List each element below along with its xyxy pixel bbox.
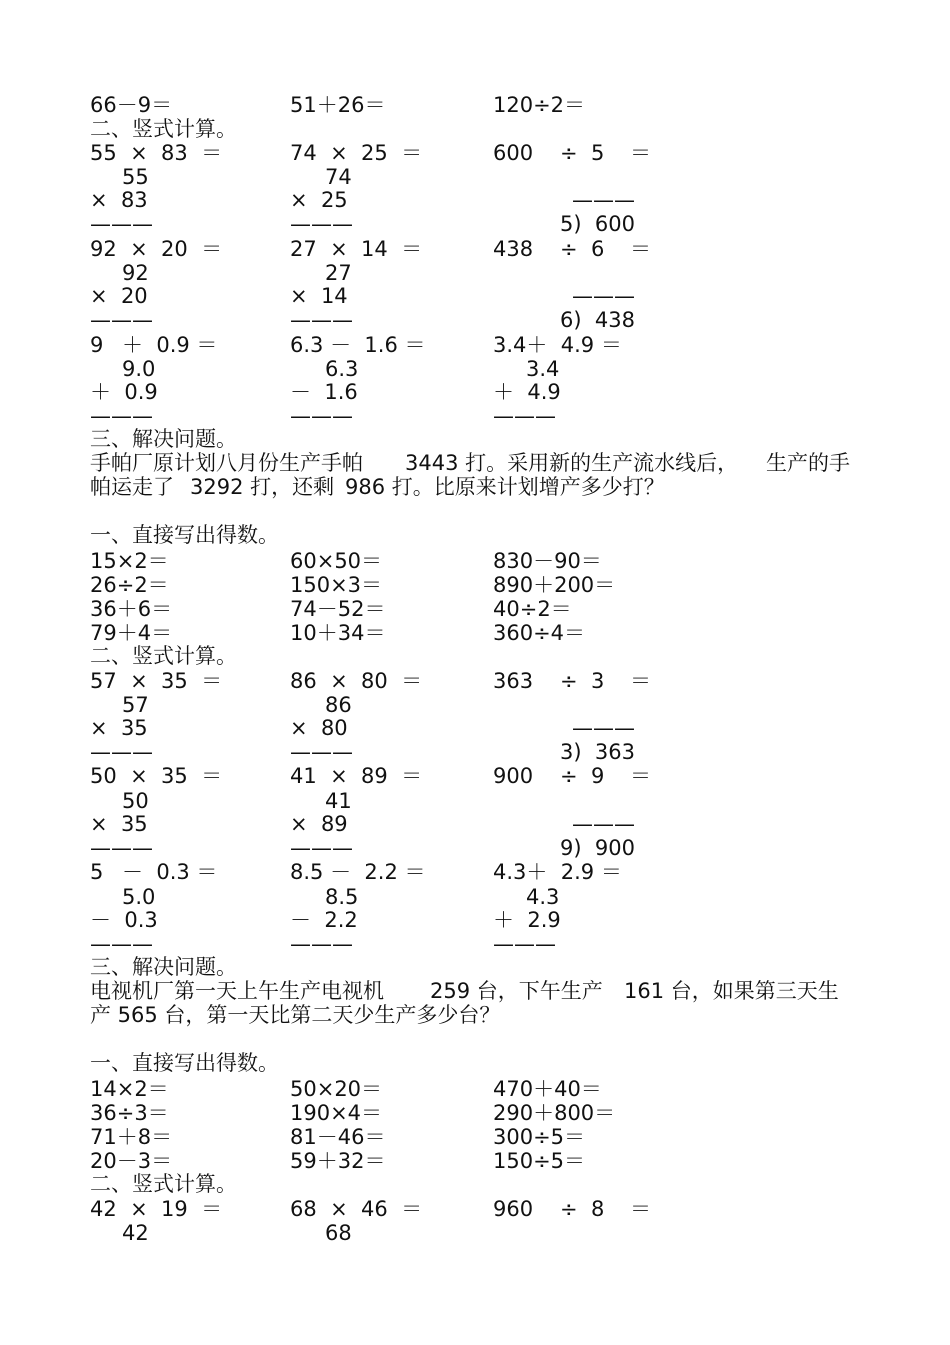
worksheet-text: 150÷5＝: [493, 1149, 586, 1173]
worksheet-text: 20－3＝: [90, 1149, 173, 1173]
worksheet-text: ———: [290, 932, 353, 956]
worksheet-text: 50: [122, 789, 149, 813]
worksheet-text: ＝: [630, 764, 651, 788]
worksheet-text: 4.3: [526, 885, 560, 909]
worksheet-text: ———: [572, 188, 635, 212]
worksheet-text: 74 × 25 ＝: [290, 141, 423, 165]
worksheet-text: 79＋4＝: [90, 621, 173, 645]
worksheet-text: 92: [122, 261, 149, 285]
worksheet-text: ＝: [630, 237, 651, 261]
worksheet-text: ÷ 6: [560, 237, 605, 261]
worksheet-text: 6.3 － 1.6 ＝: [290, 333, 426, 357]
worksheet-text: ———: [290, 212, 353, 236]
worksheet-text: ———: [290, 836, 353, 860]
worksheet-text: ＝: [630, 1197, 651, 1221]
worksheet-text: 产 565 台，第一天比第二天少生产多少台？: [90, 1003, 501, 1027]
worksheet-text: 10＋34＝: [290, 621, 386, 645]
worksheet-text: ＋ 0.9: [90, 380, 158, 404]
worksheet-text: 60×50＝: [290, 549, 383, 573]
worksheet-text: ———: [572, 716, 635, 740]
worksheet-text: 三、解决问题。: [90, 955, 237, 979]
worksheet-text: 14×2＝: [90, 1077, 169, 1101]
worksheet-text: ＝: [630, 669, 651, 693]
worksheet-text: － 2.2: [290, 908, 358, 932]
worksheet-text: × 83: [90, 188, 148, 212]
worksheet-text: ———: [290, 308, 353, 332]
worksheet-text: 27: [325, 261, 352, 285]
worksheet-text: 3) 363: [560, 740, 635, 764]
worksheet-text: 40÷2＝: [493, 597, 572, 621]
worksheet-text: 二、竖式计算。: [90, 117, 237, 141]
worksheet-text: 5.0: [122, 885, 156, 909]
worksheet-text: 9) 900: [560, 836, 635, 860]
worksheet-text: 36＋6＝: [90, 597, 173, 621]
worksheet-text: 51＋26＝: [290, 93, 386, 117]
worksheet-text: 50 × 35 ＝: [90, 764, 223, 788]
worksheet-text: × 25: [290, 188, 348, 212]
worksheet-text: ———: [90, 740, 153, 764]
worksheet-text: ———: [90, 212, 153, 236]
worksheet-text: 890＋200＝: [493, 573, 616, 597]
worksheet-text: 161 台，如果第三天生: [624, 979, 839, 1003]
worksheet-text: 手帕厂原计划八月份生产手帕: [90, 451, 363, 475]
worksheet-text: 59＋32＝: [290, 1149, 386, 1173]
worksheet-text: 300÷5＝: [493, 1125, 586, 1149]
worksheet-text: 4.3＋ 2.9 ＝: [493, 860, 622, 884]
worksheet-text: 259 台，下午生产: [430, 979, 603, 1003]
worksheet-text: 生产的手: [766, 451, 850, 475]
worksheet-text: ＋ 2.9: [493, 908, 561, 932]
worksheet-text: － 0.3 ＝: [122, 860, 218, 884]
worksheet-text: 360÷4＝: [493, 621, 586, 645]
worksheet-text: 986 打。比原来计划增产多少打？: [345, 475, 665, 499]
worksheet-text: 830－90＝: [493, 549, 602, 573]
worksheet-text: 3292 打，还剩: [190, 475, 335, 499]
worksheet-text: 960: [493, 1197, 534, 1221]
worksheet-text: ———: [290, 404, 353, 428]
worksheet-text: 二、竖式计算。: [90, 1172, 237, 1196]
worksheet-text: ———: [493, 932, 556, 956]
worksheet-text: × 89: [290, 812, 348, 836]
worksheet-text: 190×4＝: [290, 1101, 383, 1125]
worksheet-text: 一、直接写出得数。: [90, 523, 279, 547]
worksheet-text: ———: [572, 812, 635, 836]
worksheet-text: 三、解决问题。: [90, 427, 237, 451]
worksheet-text: 二、竖式计算。: [90, 644, 237, 668]
worksheet-text: 120÷2＝: [493, 93, 586, 117]
worksheet-text: ÷ 8: [560, 1197, 605, 1221]
worksheet-text: 150×3＝: [290, 573, 383, 597]
worksheet-text: ÷ 5: [560, 141, 605, 165]
worksheet-text: 86 × 80 ＝: [290, 669, 423, 693]
worksheet-text: ———: [493, 404, 556, 428]
worksheet-text: 一、直接写出得数。: [90, 1051, 279, 1075]
worksheet-text: 41: [325, 789, 352, 813]
worksheet-text: 55 × 83 ＝: [90, 141, 223, 165]
worksheet-text: 290＋800＝: [493, 1101, 616, 1125]
worksheet-text: ÷ 9: [560, 764, 605, 788]
worksheet-text: 66－9＝: [90, 93, 173, 117]
worksheet-text: ＋ 0.9 ＝: [122, 333, 218, 357]
worksheet-text: 42 × 19 ＝: [90, 1197, 223, 1221]
worksheet-text: ＋ 4.9: [493, 380, 561, 404]
worksheet-text: × 14: [290, 284, 348, 308]
worksheet-text: ———: [90, 836, 153, 860]
worksheet-text: ———: [90, 308, 153, 332]
worksheet-text: 26÷2＝: [90, 573, 169, 597]
worksheet-text: × 35: [90, 812, 148, 836]
worksheet-text: × 35: [90, 716, 148, 740]
worksheet-text: × 20: [90, 284, 148, 308]
worksheet-text: 27 × 14 ＝: [290, 237, 423, 261]
worksheet-text: 363: [493, 669, 534, 693]
worksheet-text: 57: [122, 693, 149, 717]
worksheet-text: ＝: [630, 141, 651, 165]
worksheet-text: 9.0: [122, 357, 156, 381]
worksheet-text: ———: [290, 740, 353, 764]
worksheet-text: ———: [572, 284, 635, 308]
worksheet-text: 74－52＝: [290, 597, 386, 621]
worksheet-text: 帕运走了: [90, 475, 174, 499]
worksheet-text: 81－46＝: [290, 1125, 386, 1149]
worksheet-text: 6.3: [325, 357, 359, 381]
worksheet-text: 71＋8＝: [90, 1125, 173, 1149]
worksheet-text: × 80: [290, 716, 348, 740]
worksheet-text: 68 × 46 ＝: [290, 1197, 423, 1221]
worksheet-text: 8.5 － 2.2 ＝: [290, 860, 426, 884]
worksheet-text: ———: [90, 404, 153, 428]
worksheet-text: 600: [493, 141, 534, 165]
worksheet-text: 438: [493, 237, 534, 261]
worksheet-text: 3443 打。采用新的生产流水线后，: [405, 451, 739, 475]
worksheet-text: ———: [90, 932, 153, 956]
worksheet-text: 9: [90, 333, 104, 357]
worksheet-text: 5) 600: [560, 212, 635, 236]
worksheet-text: 74: [325, 165, 352, 189]
worksheet-text: ÷ 3: [560, 669, 605, 693]
worksheet-text: 8.5: [325, 885, 359, 909]
worksheet-text: 6) 438: [560, 308, 635, 332]
worksheet-text: 470＋40＝: [493, 1077, 602, 1101]
worksheet-text: 57 × 35 ＝: [90, 669, 223, 693]
worksheet-text: 68: [325, 1221, 352, 1245]
worksheet-text: 92 × 20 ＝: [90, 237, 223, 261]
worksheet-text: 50×20＝: [290, 1077, 383, 1101]
worksheet-text: 42: [122, 1221, 149, 1245]
worksheet-text: 15×2＝: [90, 549, 169, 573]
worksheet-text: 41 × 89 ＝: [290, 764, 423, 788]
worksheet-text: 3.4＋ 4.9 ＝: [493, 333, 622, 357]
worksheet-text: 55: [122, 165, 149, 189]
worksheet-text: － 0.3: [90, 908, 158, 932]
worksheet-text: 900: [493, 764, 534, 788]
worksheet-text: 5: [90, 860, 104, 884]
worksheet-text: 电视机厂第一天上午生产电视机: [90, 979, 384, 1003]
worksheet-text: － 1.6: [290, 380, 358, 404]
worksheet-text: 3.4: [526, 357, 560, 381]
worksheet-text: 86: [325, 693, 352, 717]
worksheet-text: 36÷3＝: [90, 1101, 169, 1125]
